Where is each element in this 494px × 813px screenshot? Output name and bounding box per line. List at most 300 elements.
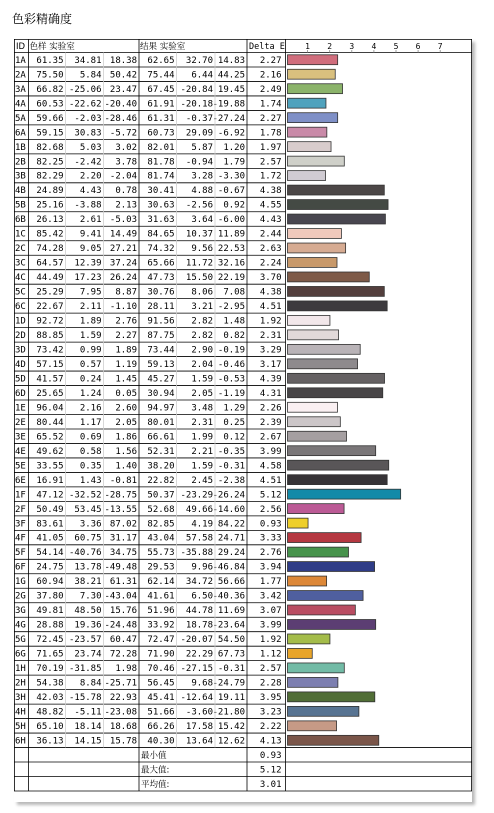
measured-lab-value: 30.83 [74, 128, 102, 139]
result-lab-value: 43.04 [147, 533, 175, 544]
measured-lab-value: 48.50 [74, 606, 102, 617]
measured-lab-value: 26.24 [109, 273, 137, 284]
delta-e-bar [288, 663, 345, 673]
result-lab-value: 49.66 [185, 504, 213, 515]
patch-id: 1D [15, 316, 26, 327]
measured-lab-value: 59.15 [36, 128, 64, 139]
measured-lab-value: 2.76 [115, 316, 137, 327]
patch-id: 1C [15, 229, 26, 240]
delta-e-bar [288, 185, 385, 195]
measured-lab-value: 28.88 [36, 620, 64, 631]
measured-lab-value: 4.43 [79, 186, 102, 197]
result-lab-value: 24.71 [217, 533, 245, 544]
result-lab-value: 72.47 [147, 635, 175, 646]
result-lab-value: 56.66 [217, 577, 245, 588]
delta-e-bar [288, 286, 385, 296]
result-lab-value: 61.31 [147, 113, 175, 124]
measured-lab-value: 23.47 [109, 84, 137, 95]
measured-lab-value: 9.41 [79, 229, 102, 240]
delta-e-bar [288, 576, 327, 586]
measured-lab-value: 8.87 [115, 287, 137, 298]
result-lab-value: 3.28 [191, 171, 213, 182]
measured-lab-value: -2.42 [74, 157, 102, 168]
measured-lab-value: 85.42 [36, 229, 64, 240]
result-lab-value: 51.66 [147, 707, 175, 718]
delta-e-value: 3.17 [259, 359, 282, 370]
patch-id: 3G [15, 606, 26, 617]
measured-lab-value: 25.29 [36, 287, 64, 298]
delta-e-bar [288, 373, 385, 383]
measured-lab-value: 0.58 [79, 446, 102, 457]
delta-e-value: 2.27 [259, 55, 282, 66]
result-lab-value: 22.19 [217, 273, 245, 284]
delta-e-bar [288, 330, 339, 340]
measured-lab-value: 72.45 [36, 635, 64, 646]
patch-id: 5A [15, 113, 26, 124]
result-lab-value: 2.82 [191, 316, 213, 327]
patch-id: 3C [15, 258, 26, 269]
delta-e-value: 1.92 [259, 316, 282, 327]
measured-lab-value: 0.57 [79, 359, 102, 370]
measured-lab-value: 13.78 [74, 562, 102, 573]
patch-id: 2H [15, 678, 26, 689]
patch-id: 6D [15, 388, 26, 399]
delta-e-bar [288, 156, 345, 166]
result-lab-value: -40.36 [212, 591, 245, 602]
measured-lab-value: 23.74 [74, 649, 102, 660]
delta-e-value: 2.26 [259, 403, 282, 414]
measured-lab-value: 49.81 [36, 606, 64, 617]
result-lab-value: 4.88 [191, 186, 213, 197]
result-lab-value: 91.56 [147, 316, 175, 327]
delta-e-bar [288, 214, 386, 224]
measured-lab-value: 2.20 [79, 171, 102, 182]
delta-e-value: 2.24 [259, 258, 282, 269]
result-lab-value: -6.92 [217, 128, 245, 139]
measured-lab-value: 75.50 [36, 70, 64, 81]
measured-lab-value: -1.10 [109, 302, 137, 313]
measured-lab-value: 48.82 [36, 707, 64, 718]
delta-e-value: 2.49 [259, 84, 282, 95]
measured-lab-value: 2.13 [115, 200, 137, 211]
result-lab-value: -26.24 [212, 490, 245, 501]
measured-lab-value: 73.42 [36, 345, 64, 356]
measured-lab-value: -31.85 [68, 664, 102, 675]
result-lab-value: 66.26 [147, 721, 175, 732]
result-lab-value: 71.90 [147, 649, 175, 660]
measured-lab-value: 24.75 [36, 562, 64, 573]
measured-lab-value: -22.62 [68, 99, 102, 110]
measured-lab-value: -23.57 [68, 635, 102, 646]
measured-lab-value: 72.28 [109, 649, 137, 660]
delta-e-value: 4.51 [259, 475, 282, 486]
patch-id: 6H [15, 736, 26, 747]
measured-lab-value: -15.78 [68, 693, 102, 704]
result-lab-value: 52.31 [147, 446, 175, 457]
delta-e-value: 2.44 [259, 229, 282, 240]
measured-lab-value: 1.45 [115, 374, 137, 385]
measured-lab-value: 0.35 [79, 461, 102, 472]
delta-e-bar [288, 272, 370, 282]
delta-e-value: 1.72 [259, 171, 282, 182]
delta-e-value: 4.58 [259, 461, 282, 472]
measured-lab-value: 80.44 [36, 417, 64, 428]
measured-lab-value: 41.57 [36, 374, 64, 385]
delta-e-bar [288, 359, 358, 369]
measured-lab-value: 14.15 [74, 736, 102, 747]
measured-lab-value: 24.89 [36, 186, 64, 197]
patch-id: 4E [15, 446, 26, 457]
measured-lab-value: 37.80 [36, 591, 64, 602]
delta-e-bar [288, 706, 359, 716]
measured-lab-value: 16.91 [36, 475, 64, 486]
result-lab-value: 3.21 [191, 302, 213, 313]
measured-lab-value: -5.11 [74, 707, 102, 718]
result-lab-value: 15.42 [217, 721, 245, 732]
result-lab-value: 82.85 [147, 519, 175, 530]
patch-id: 4A [15, 99, 26, 110]
result-lab-value: 94.97 [147, 403, 175, 414]
patch-id: 3H [15, 693, 26, 704]
patch-id: 5G [15, 635, 26, 646]
measured-lab-value: 1.43 [79, 475, 102, 486]
measured-lab-value: 3.78 [115, 157, 137, 168]
result-lab-value: -0.19 [217, 345, 245, 356]
measured-lab-value: 1.89 [115, 345, 137, 356]
delta-e-bar [288, 258, 338, 268]
axis-tick-label: 7 [437, 42, 443, 51]
measured-lab-value: 3.36 [79, 519, 102, 530]
measured-lab-value: 34.75 [109, 548, 137, 559]
delta-e-bar [288, 171, 326, 181]
measured-lab-value: 7.30 [79, 591, 102, 602]
result-lab-value: -35.88 [180, 548, 213, 559]
measured-lab-value: 54.38 [36, 678, 64, 689]
measured-lab-value: 0.99 [79, 345, 102, 356]
measured-lab-value: -23.08 [104, 707, 137, 718]
result-lab-value: 6.50 [191, 591, 213, 602]
patch-id: 4C [15, 273, 26, 284]
measured-lab-value: 65.10 [36, 721, 64, 732]
result-lab-value: 34.72 [185, 577, 213, 588]
delta-e-bar [288, 315, 330, 325]
patch-id: 2F [15, 504, 26, 515]
measured-lab-value: 2.60 [115, 403, 137, 414]
result-lab-value: 33.92 [147, 620, 175, 631]
measured-lab-value: 2.16 [79, 403, 102, 414]
result-lab-value: 2.31 [191, 417, 213, 428]
measured-lab-value: -49.48 [104, 562, 137, 573]
result-lab-value: -23.29 [180, 490, 213, 501]
delta-e-value: 3.33 [259, 533, 282, 544]
result-lab-value: 57.58 [185, 533, 213, 544]
delta-e-bar [288, 113, 338, 123]
patch-id: 5E [15, 461, 26, 472]
result-lab-value: 67.73 [217, 649, 245, 660]
result-lab-value: 62.14 [147, 577, 175, 588]
result-lab-value: 45.41 [147, 693, 175, 704]
axis-tick-label: 6 [415, 42, 421, 51]
result-lab-value: -0.31 [217, 664, 245, 675]
measured-lab-value: 1.19 [115, 359, 137, 370]
result-lab-value: 2.21 [191, 446, 213, 457]
result-lab-value: 38.20 [147, 461, 175, 472]
delta-e-bar [288, 127, 327, 137]
delta-e-bar [288, 692, 375, 702]
result-lab-value: 9.56 [191, 244, 213, 255]
measured-lab-value: -25.06 [68, 84, 102, 95]
result-lab-value: 52.68 [147, 504, 175, 515]
measured-lab-value: -3.88 [74, 200, 102, 211]
result-lab-value: -0.67 [217, 186, 245, 197]
delta-e-value: 4.39 [259, 374, 282, 385]
measured-lab-value: 61.35 [36, 55, 64, 66]
result-lab-value: 45.27 [147, 374, 175, 385]
measured-lab-value: 3.02 [115, 142, 137, 153]
measured-lab-value: 36.13 [36, 736, 64, 747]
result-lab-value: 28.11 [147, 302, 175, 313]
measured-lab-value: 0.78 [115, 186, 137, 197]
measured-lab-value: 18.68 [109, 721, 137, 732]
measured-lab-value: -24.48 [104, 620, 137, 631]
patch-id: 3B [15, 171, 26, 182]
table-frame [14, 39, 472, 802]
patch-id: 5F [15, 548, 26, 559]
result-lab-value: 17.58 [185, 721, 213, 732]
result-lab-value: 9.96 [191, 562, 213, 573]
measured-lab-value: 71.65 [36, 649, 64, 660]
result-lab-value: 47.73 [147, 273, 175, 284]
patch-id: 1E [15, 403, 26, 414]
summary-label: 平均值: [141, 779, 170, 790]
delta-e-bar [288, 142, 332, 152]
patch-id: 4G [15, 620, 26, 631]
result-lab-value: -21.80 [212, 707, 245, 718]
result-lab-value: 30.76 [147, 287, 175, 298]
result-lab-value: 29.24 [217, 548, 245, 559]
result-lab-value: 2.82 [191, 331, 213, 342]
measured-lab-value: 9.05 [79, 244, 102, 255]
result-lab-value: 10.37 [185, 229, 213, 240]
measured-lab-value: 27.21 [109, 244, 137, 255]
measured-lab-value: 19.36 [74, 620, 102, 631]
delta-e-value: 2.28 [259, 678, 282, 689]
measured-lab-value: 8.84 [79, 678, 102, 689]
result-lab-value: 4.19 [191, 519, 213, 530]
delta-e-bar [288, 475, 388, 485]
result-lab-value: 40.30 [147, 736, 175, 747]
result-lab-value: -23.64 [212, 620, 245, 631]
delta-e-bar [288, 605, 356, 615]
patch-id: 2E [15, 417, 26, 428]
patch-id: 3F [15, 519, 26, 530]
patch-id: 6F [15, 562, 26, 573]
measured-lab-value: -0.81 [109, 475, 137, 486]
result-lab-value: 0.82 [223, 331, 245, 342]
result-lab-value: 67.45 [147, 84, 175, 95]
measured-lab-value: 2.05 [115, 417, 137, 428]
result-lab-value: -0.94 [185, 157, 213, 168]
measured-lab-value: 1.59 [79, 331, 102, 342]
result-lab-value: 1.29 [223, 403, 245, 414]
measured-lab-value: 44.49 [36, 273, 64, 284]
measured-lab-value: 50.42 [109, 70, 137, 81]
result-lab-value: -3.30 [217, 171, 245, 182]
measured-lab-value: 53.45 [74, 504, 102, 515]
result-lab-value: 19.45 [217, 84, 245, 95]
delta-e-value: 4.55 [259, 200, 282, 211]
header-measured-lab: 色样 实验室 [29, 42, 75, 52]
delta-e-value: 3.42 [259, 591, 282, 602]
axis-tick-label: 2 [327, 42, 333, 51]
measured-lab-value: -32.52 [68, 490, 102, 501]
result-lab-value: 54.50 [217, 635, 245, 646]
result-lab-value: 1.79 [223, 157, 245, 168]
measured-lab-value: -2.04 [109, 171, 137, 182]
measured-lab-value: 60.53 [36, 99, 64, 110]
result-lab-value: -3.60 [185, 707, 213, 718]
patch-id: 6C [15, 302, 26, 313]
result-lab-value: 74.32 [147, 244, 175, 255]
patch-id: 6E [15, 475, 26, 486]
delta-e-value: 4.31 [259, 388, 282, 399]
patch-id: 6A [15, 128, 26, 139]
header-id: ID [16, 42, 26, 52]
patch-id: 4H [15, 707, 26, 718]
measured-lab-value: 50.49 [36, 504, 64, 515]
measured-lab-value: 25.16 [36, 200, 64, 211]
result-lab-value: 30.63 [147, 200, 175, 211]
measured-lab-value: 60.94 [36, 577, 64, 588]
delta-e-value: 4.43 [259, 215, 282, 226]
delta-e-value: 3.99 [259, 620, 282, 631]
delta-e-value: 2.22 [259, 721, 282, 732]
result-lab-value: 14.83 [217, 55, 245, 66]
result-lab-value: 1.20 [223, 142, 245, 153]
patch-id: 1A [15, 55, 26, 66]
delta-e-bar [288, 677, 338, 687]
measured-lab-value: 87.02 [109, 519, 137, 530]
measured-lab-value: 34.81 [74, 55, 102, 66]
result-lab-value: 32.70 [185, 55, 213, 66]
measured-lab-value: 26.13 [36, 215, 64, 226]
result-lab-value: 7.08 [223, 287, 245, 298]
delta-e-value: 3.70 [259, 273, 282, 284]
result-lab-value: 19.11 [217, 693, 245, 704]
delta-e-value: 0.93 [259, 519, 282, 530]
result-lab-value: 60.73 [147, 128, 175, 139]
measured-lab-value: 82.68 [36, 142, 64, 153]
measured-lab-value: 15.76 [109, 606, 137, 617]
result-lab-value: -46.84 [212, 562, 245, 573]
patch-id: 4F [15, 533, 26, 544]
summary-label: 最大值: [141, 765, 170, 776]
header-result-lab: 结果 实验室 [140, 42, 186, 52]
delta-e-bar [288, 229, 342, 239]
measured-lab-value: 37.24 [109, 258, 137, 269]
result-lab-value: 61.91 [147, 99, 175, 110]
patch-id: 2B [15, 157, 26, 168]
result-lab-value: 81.78 [147, 157, 175, 168]
result-lab-value: 51.96 [147, 606, 175, 617]
measured-lab-value: 17.23 [74, 273, 102, 284]
measured-lab-value: -13.55 [104, 504, 137, 515]
result-lab-value: 75.44 [147, 70, 175, 81]
delta-e-bar [288, 388, 383, 398]
result-lab-value: 29.53 [147, 562, 175, 573]
result-lab-value: 12.62 [217, 736, 245, 747]
delta-e-value: 1.92 [259, 635, 282, 646]
result-lab-value: -0.37 [185, 113, 213, 124]
measured-lab-value: 31.17 [109, 533, 137, 544]
result-lab-value: -14.60 [212, 504, 245, 515]
measured-lab-value: 38.21 [74, 577, 102, 588]
patch-id: 5D [15, 374, 26, 385]
result-lab-value: 56.45 [147, 678, 175, 689]
result-lab-value: 44.78 [185, 606, 213, 617]
delta-e-bar [288, 402, 338, 412]
measured-lab-value: 1.89 [79, 316, 102, 327]
delta-e-value: 2.56 [259, 504, 282, 515]
patch-id: 6G [15, 649, 26, 660]
measured-lab-value: 59.66 [36, 113, 64, 124]
result-lab-value: 8.06 [191, 287, 213, 298]
header-delta-e: Delta E [249, 42, 285, 52]
delta-e-bar [288, 489, 401, 499]
result-lab-value: -20.18 [180, 99, 213, 110]
delta-e-table [14, 39, 472, 802]
result-lab-value: -12.64 [180, 693, 213, 704]
delta-e-bar [288, 98, 326, 108]
measured-lab-value: 33.55 [36, 461, 64, 472]
delta-e-value: 1.97 [259, 142, 282, 153]
result-lab-value: 22.29 [185, 649, 213, 660]
delta-e-bar [288, 84, 343, 94]
result-lab-value: 11.69 [217, 606, 245, 617]
page-title: 色彩精确度 [12, 12, 73, 26]
delta-e-value: 4.38 [259, 287, 282, 298]
delta-e-value: 4.13 [259, 736, 282, 747]
patch-id: 5H [15, 721, 26, 732]
delta-e-bar [288, 648, 313, 658]
result-lab-value: -2.56 [185, 200, 213, 211]
delta-e-bar [288, 620, 376, 630]
result-lab-value: 1.48 [223, 316, 245, 327]
delta-e-bar [288, 460, 389, 470]
measured-lab-value: 0.24 [79, 374, 102, 385]
measured-lab-value: 0.05 [115, 388, 137, 399]
measured-lab-value: 83.61 [36, 519, 64, 530]
result-lab-value: -24.79 [212, 678, 245, 689]
measured-lab-value: 42.03 [36, 693, 64, 704]
result-lab-value: -20.84 [180, 84, 213, 95]
delta-e-bar [288, 200, 389, 210]
patch-id: 1B [15, 142, 26, 153]
patch-id: 3D [15, 345, 26, 356]
delta-e-value: 2.57 [259, 157, 282, 168]
delta-e-bar [288, 634, 330, 644]
result-lab-value: 44.25 [217, 70, 245, 81]
measured-lab-value: 2.27 [115, 331, 137, 342]
patch-id: 5B [15, 200, 26, 211]
result-lab-value: -0.31 [217, 461, 245, 472]
measured-lab-value: 12.39 [74, 258, 102, 269]
result-lab-value: -27.24 [212, 113, 245, 124]
measured-lab-value: 1.17 [79, 417, 102, 428]
result-lab-value: 80.01 [147, 417, 175, 428]
result-lab-value: 0.12 [223, 432, 245, 443]
axis-tick-label: 5 [393, 42, 399, 51]
